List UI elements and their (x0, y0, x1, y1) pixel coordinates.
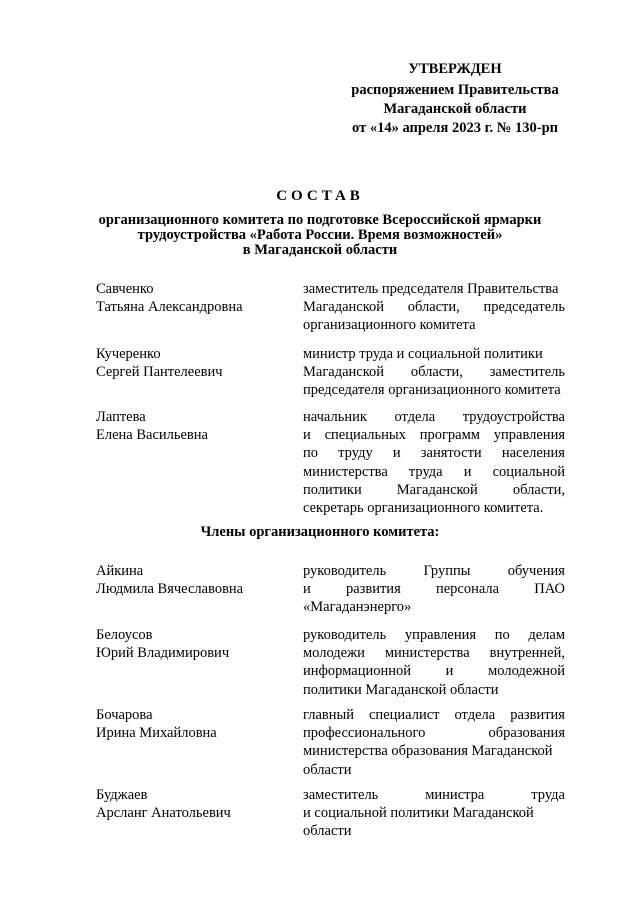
person-surname: Айкина (96, 563, 144, 579)
members-heading: Члены организационного комитета: (200, 524, 440, 540)
person-surname: Белоусов (96, 627, 153, 643)
role-word: политики (303, 481, 362, 498)
person-role (303, 280, 565, 335)
role-word: отдела (394, 409, 436, 425)
person-name (96, 345, 296, 381)
person-role (303, 786, 565, 841)
role-line (303, 463, 565, 481)
person-role (303, 626, 565, 699)
person-surname: Савченко (96, 281, 154, 297)
role-word: и (463, 463, 472, 480)
role-line: председателя организационного комитета (303, 382, 561, 399)
role-word: по (494, 627, 510, 643)
role-word: по (303, 445, 319, 462)
role-word: и (445, 663, 454, 680)
person-given-name: Юрий Владимирович (96, 645, 230, 662)
role-word: внутренней, (489, 645, 565, 662)
person-name (96, 706, 296, 742)
role-word: персонала (435, 581, 500, 598)
role-line (303, 481, 565, 499)
role-line: министр труда и социальной политики (303, 346, 543, 362)
role-word: Магаданской (303, 364, 385, 381)
person-role (303, 562, 565, 617)
role-line (303, 724, 565, 742)
role-line: организационного комитета (303, 317, 476, 334)
person-given-name: Ирина Михайловна (96, 725, 217, 742)
role-word: и (392, 445, 401, 462)
role-word: министра (425, 787, 485, 803)
person-given-name: Татьяна Александровна (96, 299, 243, 316)
document-subtitle (40, 213, 600, 258)
subtitle-line: организационного комитета по подготовке Всероссийской ярмарки (98, 212, 542, 228)
person-role (303, 706, 565, 779)
role-line: области (303, 761, 352, 778)
role-line (303, 562, 565, 580)
role-word: председатель (483, 299, 565, 316)
role-word: профессионального (303, 725, 426, 742)
role-line (303, 444, 565, 462)
role-word: управления (404, 627, 477, 643)
role-word: занятости (420, 445, 482, 462)
role-line: и социальной политики Магаданской (303, 805, 534, 822)
person-name (96, 280, 296, 316)
person-name (96, 408, 296, 444)
role-word: ПАО (534, 581, 565, 598)
role-word: управления (493, 427, 565, 444)
role-line (303, 786, 565, 804)
role-word: труда (408, 463, 443, 480)
role-word: специалист (369, 707, 440, 723)
role-line (303, 644, 565, 662)
role-word: развития (510, 707, 565, 723)
role-line (303, 298, 565, 316)
approved-date-line: от «14» апреля 2023 г. № 130-рп (352, 120, 558, 136)
person-role (303, 408, 565, 517)
role-line: министерства образования Магаданской (303, 743, 553, 760)
role-word: труда (531, 787, 565, 803)
role-line (303, 580, 565, 598)
role-word: Магаданской (396, 481, 478, 498)
person-surname: Бочарова (96, 707, 153, 723)
role-word: отдела (454, 707, 496, 723)
role-line: политики Магаданской области (303, 681, 499, 698)
role-word: Магаданской (303, 299, 385, 316)
person-given-name: Людмила Вячеславовна (96, 581, 244, 598)
role-line (303, 626, 565, 644)
approved-by-line: распоряжением Правительства (351, 82, 559, 98)
role-word: делам (528, 627, 565, 643)
role-word: обучения (507, 563, 565, 579)
role-word: министерства (384, 645, 470, 662)
person-given-name: Елена Васильевна (96, 427, 208, 444)
person-surname: Лаптева (96, 409, 146, 425)
role-word: области, (410, 364, 463, 381)
person-given-name: Арсланг Анатольевич (96, 805, 231, 822)
role-word: образования (488, 725, 565, 742)
role-word: министерства (303, 463, 388, 480)
role-word: специальных (324, 427, 406, 444)
approved-region-line: Магаданской области (383, 101, 527, 117)
person-given-name: Сергей Пантелеевич (96, 364, 223, 381)
role-word: и (303, 427, 311, 444)
role-line: заместитель председателя Правительства (303, 281, 559, 297)
role-line: секретарь организационного комитета. (303, 500, 544, 517)
role-word: заместитель (303, 787, 379, 803)
person-role (303, 345, 565, 400)
role-line (303, 662, 565, 680)
document-title: СОСТАВ (276, 188, 364, 204)
role-word: области, (407, 299, 460, 316)
role-word: труду (338, 445, 373, 462)
role-word: начальник (303, 409, 367, 425)
role-word: руководитель (303, 563, 387, 579)
role-word: области, (512, 481, 565, 498)
person-name (96, 562, 296, 598)
role-word: социальной (492, 463, 565, 480)
role-line: «Магаданэнерго» (303, 599, 412, 616)
approved-label: УТВЕРЖДЕН (408, 61, 502, 77)
role-word: населения (501, 445, 565, 462)
role-word: руководитель (303, 627, 387, 643)
person-surname: Буджаев (96, 787, 148, 803)
person-surname: Кучеренко (96, 346, 161, 362)
role-word: заместитель (489, 364, 565, 381)
role-line: области (303, 823, 352, 840)
role-line (303, 706, 565, 724)
person-name (96, 626, 296, 662)
role-word: главный (303, 707, 354, 723)
role-word: программ (419, 427, 480, 444)
approval-block (320, 60, 590, 138)
role-word: молодежи (303, 645, 365, 662)
role-word: Группы (423, 563, 471, 579)
role-word: молодежной (488, 663, 565, 680)
subtitle-line: в Магаданской области (242, 242, 398, 258)
person-name (96, 786, 296, 822)
role-word: развития (345, 581, 401, 598)
role-line (303, 426, 565, 444)
subtitle-line: трудоустройства «Работа России. Время возможностей» (137, 227, 503, 243)
role-line (303, 408, 565, 426)
role-word: трудоустройства (462, 409, 565, 425)
role-word: информационной (303, 663, 412, 680)
role-word: и (303, 581, 311, 598)
role-line (303, 363, 565, 381)
